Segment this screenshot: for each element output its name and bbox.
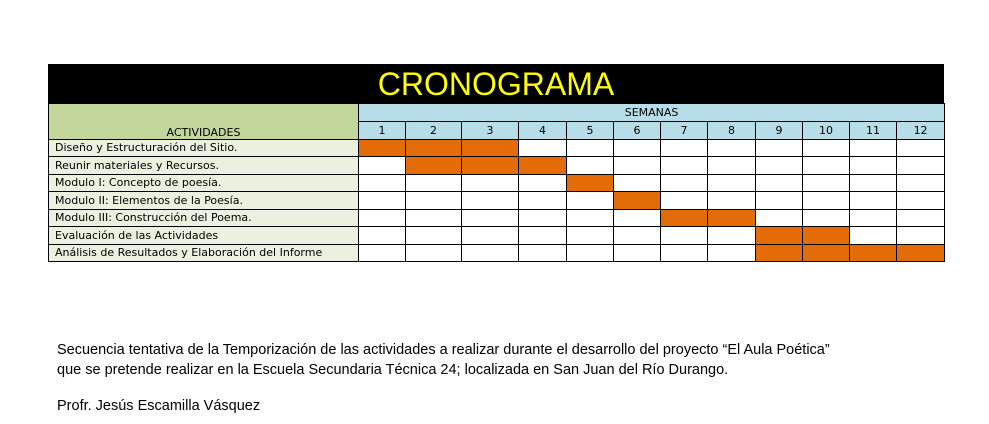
schedule-empty-cell bbox=[359, 244, 406, 262]
week-header-10: 10 bbox=[803, 122, 850, 140]
schedule-empty-cell bbox=[803, 139, 850, 157]
schedule-empty-cell bbox=[803, 174, 850, 192]
schedule-empty-cell bbox=[359, 192, 406, 210]
schedule-empty-cell bbox=[359, 157, 406, 175]
schedule-empty-cell bbox=[614, 174, 661, 192]
schedule-empty-cell bbox=[897, 157, 945, 175]
week-header-2: 2 bbox=[406, 122, 462, 140]
schedule-empty-cell bbox=[661, 174, 708, 192]
author: Profr. Jesús Escamilla Vásquez bbox=[57, 398, 261, 414]
schedule-empty-cell bbox=[897, 192, 945, 210]
schedule-empty-cell bbox=[462, 209, 519, 227]
schedule-empty-cell bbox=[614, 157, 661, 175]
activity-name: Modulo II: Elementos de la Poesía. bbox=[49, 192, 359, 210]
schedule-empty-cell bbox=[519, 139, 567, 157]
schedule-empty-cell bbox=[803, 192, 850, 210]
schedule-empty-cell bbox=[406, 174, 462, 192]
schedule-empty-cell bbox=[897, 209, 945, 227]
caption bbox=[57, 340, 830, 380]
schedule-bar-cell bbox=[756, 244, 803, 262]
schedule-empty-cell bbox=[567, 227, 614, 245]
schedule-bar-cell bbox=[897, 244, 945, 262]
schedule-empty-cell bbox=[850, 227, 897, 245]
activity-row bbox=[49, 227, 945, 245]
activity-row bbox=[49, 244, 945, 262]
schedule-empty-cell bbox=[756, 192, 803, 210]
schedule-empty-cell bbox=[359, 227, 406, 245]
schedule-empty-cell bbox=[614, 139, 661, 157]
schedule-empty-cell bbox=[359, 174, 406, 192]
activity-name: Diseño y Estructuración del Sitio. bbox=[49, 139, 359, 157]
week-header-9: 9 bbox=[756, 122, 803, 140]
activity-name: Análisis de Resultados y Elaboración del Informe bbox=[49, 244, 359, 262]
week-header-11: 11 bbox=[850, 122, 897, 140]
schedule-bar-cell bbox=[406, 139, 462, 157]
schedule-empty-cell bbox=[462, 244, 519, 262]
schedule-empty-cell bbox=[708, 192, 756, 210]
schedule-bar-cell bbox=[614, 192, 661, 210]
schedule-empty-cell bbox=[614, 244, 661, 262]
activity-row bbox=[49, 157, 945, 175]
schedule-empty-cell bbox=[661, 192, 708, 210]
schedule-empty-cell bbox=[519, 244, 567, 262]
week-header-4: 4 bbox=[519, 122, 567, 140]
schedule-empty-cell bbox=[897, 174, 945, 192]
schedule-empty-cell bbox=[756, 174, 803, 192]
activity-row bbox=[49, 209, 945, 227]
schedule-empty-cell bbox=[850, 174, 897, 192]
schedule-empty-cell bbox=[661, 227, 708, 245]
caption-line-1: Secuencia tentativa de la Temporización de las actividades a realizar durante el desarrollo del proyecto “El Aula Poética” bbox=[57, 342, 830, 358]
schedule-empty-cell bbox=[897, 139, 945, 157]
schedule-empty-cell bbox=[359, 209, 406, 227]
schedule-bar-cell bbox=[850, 244, 897, 262]
schedule-bar-cell bbox=[462, 139, 519, 157]
schedule-bar-cell bbox=[567, 174, 614, 192]
activity-row bbox=[49, 174, 945, 192]
schedule-table bbox=[48, 64, 944, 262]
schedule-empty-cell bbox=[708, 174, 756, 192]
week-header-5: 5 bbox=[567, 122, 614, 140]
schedule-bar-cell bbox=[462, 157, 519, 175]
week-header-6: 6 bbox=[614, 122, 661, 140]
schedule-empty-cell bbox=[519, 227, 567, 245]
schedule-bar-cell bbox=[708, 209, 756, 227]
schedule-empty-cell bbox=[661, 139, 708, 157]
schedule-empty-cell bbox=[567, 157, 614, 175]
activity-name: Evaluación de las Actividades bbox=[49, 227, 359, 245]
schedule-empty-cell bbox=[850, 139, 897, 157]
schedule-empty-cell bbox=[406, 209, 462, 227]
schedule-empty-cell bbox=[519, 174, 567, 192]
schedule-empty-cell bbox=[406, 227, 462, 245]
schedule-empty-cell bbox=[614, 209, 661, 227]
schedule-empty-cell bbox=[567, 192, 614, 210]
schedule-empty-cell bbox=[462, 227, 519, 245]
schedule-empty-cell bbox=[708, 139, 756, 157]
activity-row bbox=[49, 192, 945, 210]
schedule-bar-cell bbox=[519, 157, 567, 175]
schedule-empty-cell bbox=[850, 192, 897, 210]
schedule-empty-cell bbox=[462, 192, 519, 210]
schedule-title: CRONOGRAMA bbox=[48, 64, 944, 103]
week-header-8: 8 bbox=[708, 122, 756, 140]
week-header-1: 1 bbox=[359, 122, 406, 140]
schedule-empty-cell bbox=[708, 227, 756, 245]
schedule-empty-cell bbox=[567, 209, 614, 227]
schedule-empty-cell bbox=[756, 157, 803, 175]
schedule-empty-cell bbox=[661, 157, 708, 175]
activity-row bbox=[49, 139, 945, 157]
schedule-empty-cell bbox=[756, 139, 803, 157]
weeks-header: SEMANAS bbox=[359, 104, 945, 122]
schedule-bar-cell bbox=[359, 139, 406, 157]
activity-name: Modulo III: Construcción del Poema. bbox=[49, 209, 359, 227]
schedule-empty-cell bbox=[406, 192, 462, 210]
schedule-empty-cell bbox=[567, 139, 614, 157]
schedule-empty-cell bbox=[803, 209, 850, 227]
caption-line-2: que se pretende realizar en la Escuela Secundaria Técnica 24; localizada en San Juan del Río Durango. bbox=[57, 362, 729, 378]
activity-name: Reunir materiales y Recursos. bbox=[49, 157, 359, 175]
schedule-bar-cell bbox=[803, 244, 850, 262]
activities-header: ACTIVIDADES bbox=[49, 104, 359, 140]
schedule-empty-cell bbox=[850, 157, 897, 175]
schedule-empty-cell bbox=[897, 227, 945, 245]
schedule-bar-cell bbox=[803, 227, 850, 245]
schedule-empty-cell bbox=[519, 192, 567, 210]
schedule-empty-cell bbox=[661, 244, 708, 262]
schedule-empty-cell bbox=[462, 174, 519, 192]
schedule-empty-cell bbox=[406, 244, 462, 262]
schedule-empty-cell bbox=[756, 209, 803, 227]
schedule-empty-cell bbox=[708, 157, 756, 175]
week-header-3: 3 bbox=[462, 122, 519, 140]
schedule-empty-cell bbox=[519, 209, 567, 227]
schedule-empty-cell bbox=[614, 227, 661, 245]
schedule-bar-cell bbox=[661, 209, 708, 227]
week-header-12: 12 bbox=[897, 122, 945, 140]
schedule-bar-cell bbox=[756, 227, 803, 245]
schedule-empty-cell bbox=[708, 244, 756, 262]
week-header-7: 7 bbox=[661, 122, 708, 140]
schedule-empty-cell bbox=[803, 157, 850, 175]
schedule-bar-cell bbox=[406, 157, 462, 175]
schedule-empty-cell bbox=[567, 244, 614, 262]
activity-name: Modulo I: Concepto de poesía. bbox=[49, 174, 359, 192]
schedule-empty-cell bbox=[850, 209, 897, 227]
